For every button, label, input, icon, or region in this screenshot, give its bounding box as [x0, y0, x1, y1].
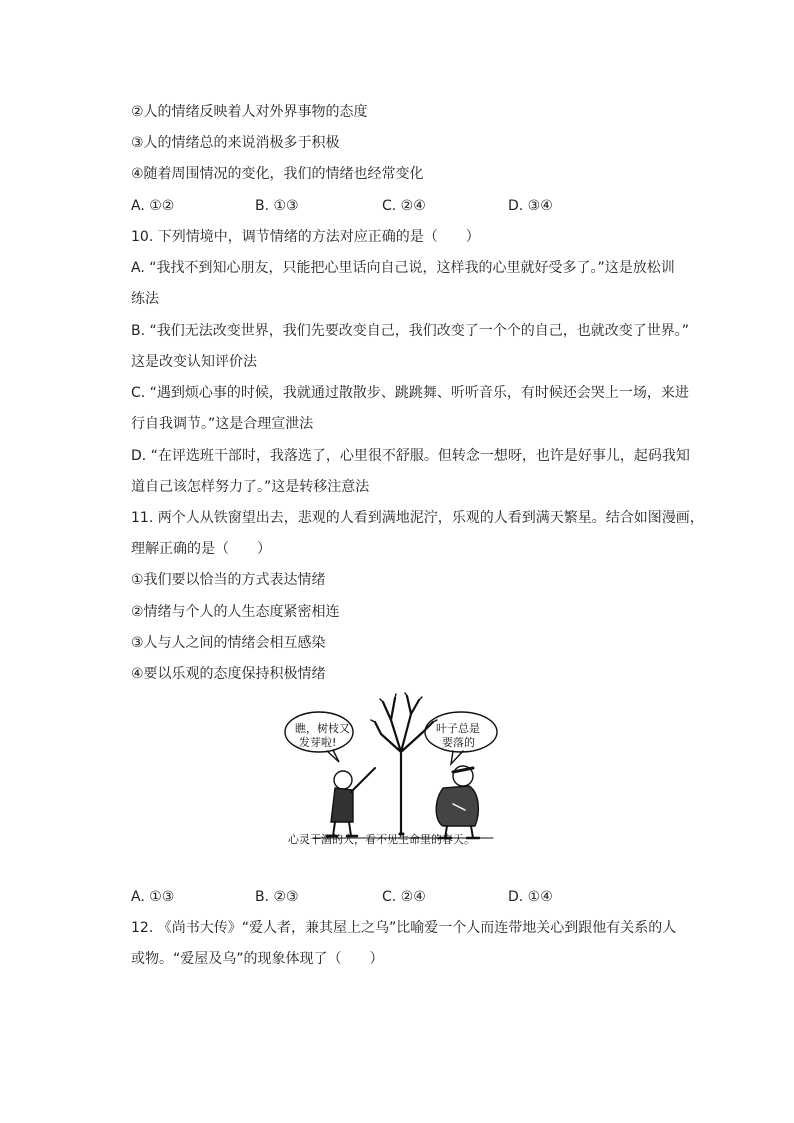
q11-statement-2: ②情绪与个人的人生态度紧密相连 [131, 604, 340, 620]
q11-statement-4: ④要以乐观的态度保持积极情绪 [131, 666, 326, 682]
bubble-left-line1: 瞧，树枝又 [295, 722, 350, 735]
bubble-right-line2: 要落的 [442, 736, 475, 749]
q10-choice-b-line2: 这是改变认知评价法 [131, 354, 257, 370]
q11-stem-line2: 理解正确的是（ ） [131, 541, 271, 557]
bubble-right-line1: 叶子总是 [436, 722, 480, 735]
q11-stem-line1: 11. 两个人从铁窗望出去，悲观的人看到满地泥泞，乐观的人看到满天繁星。结合如图漫画， [131, 510, 704, 526]
q11-option-c: C. ②④ [382, 889, 426, 905]
q10-choice-c-line2: 行自我调节。”这是合理宣泄法 [131, 416, 314, 432]
q10-choice-d-line2: 道自己该怎样努力了。”这是转移注意法 [131, 479, 370, 495]
q9-option-c: C. ②④ [382, 198, 426, 214]
q10-choice-a-line1: A. “我找不到知心朋友，只能把心里话向自己说，这样我的心里就好受多了。”这是放松训 [131, 260, 675, 276]
q12-stem-line2: 或物。“爱屋及乌”的现象体现了（ ） [131, 951, 384, 967]
q9-option-d: D. ③④ [508, 198, 553, 214]
q11-option-b: B. ②③ [255, 889, 299, 905]
q10-stem: 10. 下列情境中，调节情绪的方法对应正确的是（ ） [131, 229, 480, 245]
cartoon-illustration [283, 692, 513, 848]
q11-option-d: D. ①④ [508, 889, 553, 905]
q9-option-b: B. ①③ [255, 198, 299, 214]
q9-statement-4: ④随着周围情况的变化，我们的情绪也经常变化 [131, 166, 424, 182]
q9-statement-3: ③人的情绪总的来说消极多于积极 [131, 135, 340, 151]
bubble-left-line2: 发芽啦! [299, 736, 337, 749]
q10-choice-b-line1: B. “我们无法改变世界，我们先要改变自己，我们改变了一个个的自己，也就改变了世界。” [131, 323, 690, 339]
cartoon-caption: 心灵干涸的人，看不见生命里的春天。 [288, 833, 475, 846]
q12-stem-line1: 12. 《尚书大传》“爱人者，兼其屋上之乌”比喻爱一个人而连带地关心到跟他有关系的人 [131, 920, 677, 936]
q11-option-a: A. ①③ [131, 889, 175, 905]
q9-option-a: A. ①② [131, 198, 175, 214]
q10-choice-d-line1: D. “在评选班干部时，我落选了，心里很不舒服。但转念一想呀，也许是好事儿，起码我知 [131, 448, 690, 464]
q10-choice-a-line2: 练法 [131, 291, 159, 307]
q10-choice-c-line1: C. “遇到烦心事的时候，我就通过散散步、跳跳舞、听听音乐，有时候还会哭上一场，来进 [131, 385, 689, 401]
q11-statement-3: ③人与人之间的情绪会相互感染 [131, 635, 326, 651]
q11-statement-1: ①我们要以恰当的方式表达情绪 [131, 572, 326, 588]
q9-statement-2: ②人的情绪反映着人对外界事物的态度 [131, 104, 368, 120]
